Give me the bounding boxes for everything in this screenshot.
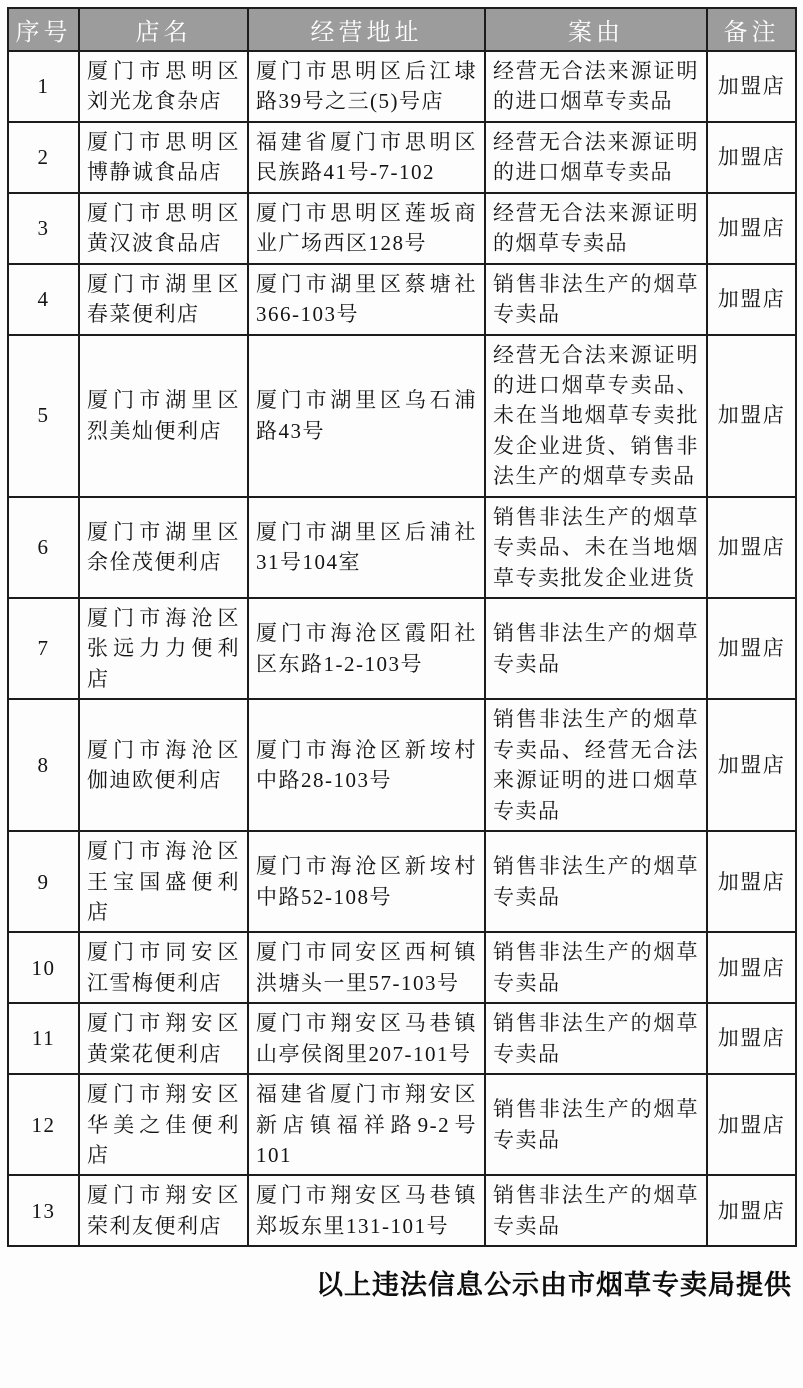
table-row [8,51,796,122]
table-row [8,335,796,497]
cell-address: 厦门市海沧区新垵村中路28-103号 [248,699,485,831]
cell-case-reason: 销售非法生产的烟草专卖品 [485,1175,707,1246]
cell-remark: 加盟店 [707,1175,796,1246]
cell-remark: 加盟店 [707,335,796,497]
cell-address: 厦门市海沧区新垵村中路52-108号 [248,831,485,932]
cell-store-name: 厦门市思明区刘光龙食杂店 [79,51,248,122]
cell-case-reason: 销售非法生产的烟草专卖品 [485,932,707,1003]
cell-index: 8 [8,699,79,831]
cell-remark: 加盟店 [707,932,796,1003]
cell-index: 7 [8,598,79,699]
cell-remark: 加盟店 [707,1074,796,1175]
cell-case-reason: 经营无合法来源证明的进口烟草专卖品 [485,122,707,193]
cell-store-name: 厦门市翔安区黄棠花便利店 [79,1003,248,1074]
cell-index: 13 [8,1175,79,1246]
cell-index: 2 [8,122,79,193]
cell-remark: 加盟店 [707,831,796,932]
table-header-row [8,8,796,51]
cell-remark: 加盟店 [707,497,796,598]
footer-note: 以上违法信息公示由市烟草专卖局提供 [316,1270,792,1301]
cell-address: 厦门市思明区莲坂商业广场西区128号 [248,193,485,264]
cell-address: 厦门市海沧区霞阳社区东路1-2-103号 [248,598,485,699]
cell-index: 11 [8,1003,79,1074]
cell-index: 12 [8,1074,79,1175]
cell-store-name: 厦门市湖里区烈美灿便利店 [79,335,248,497]
cell-remark: 加盟店 [707,122,796,193]
cell-case-reason: 经营无合法来源证明的进口烟草专卖品 [485,51,707,122]
cell-address: 厦门市湖里区乌石浦路43号 [248,335,485,497]
cell-store-name: 厦门市湖里区春菜便利店 [79,264,248,335]
table-row [8,598,796,699]
column-header-remark: 备注 [707,8,796,51]
violation-table [7,7,797,1247]
cell-address: 厦门市湖里区后浦社31号104室 [248,497,485,598]
cell-address: 福建省厦门市翔安区新店镇福祥路9-2号101 [248,1074,485,1175]
cell-index: 1 [8,51,79,122]
cell-address: 厦门市同安区西柯镇洪塘头一里57-103号 [248,932,485,1003]
column-header-case_reason: 案由 [485,8,707,51]
table-body [8,51,796,1246]
cell-remark: 加盟店 [707,193,796,264]
table-row [8,1175,796,1246]
cell-case-reason: 销售非法生产的烟草专卖品 [485,1003,707,1074]
cell-store-name: 厦门市翔安区荣利友便利店 [79,1175,248,1246]
cell-case-reason: 销售非法生产的烟草专卖品 [485,264,707,335]
table-row [8,831,796,932]
cell-case-reason: 销售非法生产的烟草专卖品 [485,1074,707,1175]
cell-address: 厦门市翔安区马巷镇山亭侯阁里207-101号 [248,1003,485,1074]
cell-store-name: 厦门市海沧区张远力力便利店 [79,598,248,699]
cell-case-reason: 销售非法生产的烟草专卖品 [485,598,707,699]
cell-index: 6 [8,497,79,598]
cell-remark: 加盟店 [707,1003,796,1074]
cell-address: 厦门市湖里区蔡塘社366-103号 [248,264,485,335]
cell-index: 10 [8,932,79,1003]
cell-index: 9 [8,831,79,932]
cell-address: 福建省厦门市思明区民族路41号-7-102 [248,122,485,193]
column-header-index: 序号 [8,8,79,51]
table-row [8,264,796,335]
cell-index: 5 [8,335,79,497]
cell-remark: 加盟店 [707,51,796,122]
table-row [8,1003,796,1074]
table-row [8,497,796,598]
cell-store-name: 厦门市翔安区华美之佳便利店 [79,1074,248,1175]
cell-remark: 加盟店 [707,699,796,831]
cell-remark: 加盟店 [707,264,796,335]
cell-store-name: 厦门市同安区江雪梅便利店 [79,932,248,1003]
table-row [8,1074,796,1175]
table-row [8,193,796,264]
cell-case-reason: 销售非法生产的烟草专卖品、未在当地烟草专卖批发企业进货 [485,497,707,598]
column-header-address: 经营地址 [248,8,485,51]
cell-case-reason: 销售非法生产的烟草专卖品 [485,831,707,932]
cell-case-reason: 经营无合法来源证明的进口烟草专卖品、未在当地烟草专卖批发企业进货、销售非法生产的烟草专卖品 [485,335,707,497]
table-row [8,122,796,193]
cell-store-name: 厦门市湖里区余佺茂便利店 [79,497,248,598]
cell-store-name: 厦门市海沧区伽迪欧便利店 [79,699,248,831]
cell-address: 厦门市思明区后江埭路39号之三(5)号店 [248,51,485,122]
cell-case-reason: 经营无合法来源证明的烟草专卖品 [485,193,707,264]
table-row [8,932,796,1003]
cell-store-name: 厦门市思明区博静诚食品店 [79,122,248,193]
cell-remark: 加盟店 [707,598,796,699]
cell-index: 4 [8,264,79,335]
table-row [8,699,796,831]
cell-store-name: 厦门市海沧区王宝国盛便利店 [79,831,248,932]
cell-case-reason: 销售非法生产的烟草专卖品、经营无合法来源证明的进口烟草专卖品 [485,699,707,831]
cell-store-name: 厦门市思明区黄汉波食品店 [79,193,248,264]
column-header-store_name: 店名 [79,8,248,51]
cell-index: 3 [8,193,79,264]
cell-address: 厦门市翔安区马巷镇郑坂东里131-101号 [248,1175,485,1246]
